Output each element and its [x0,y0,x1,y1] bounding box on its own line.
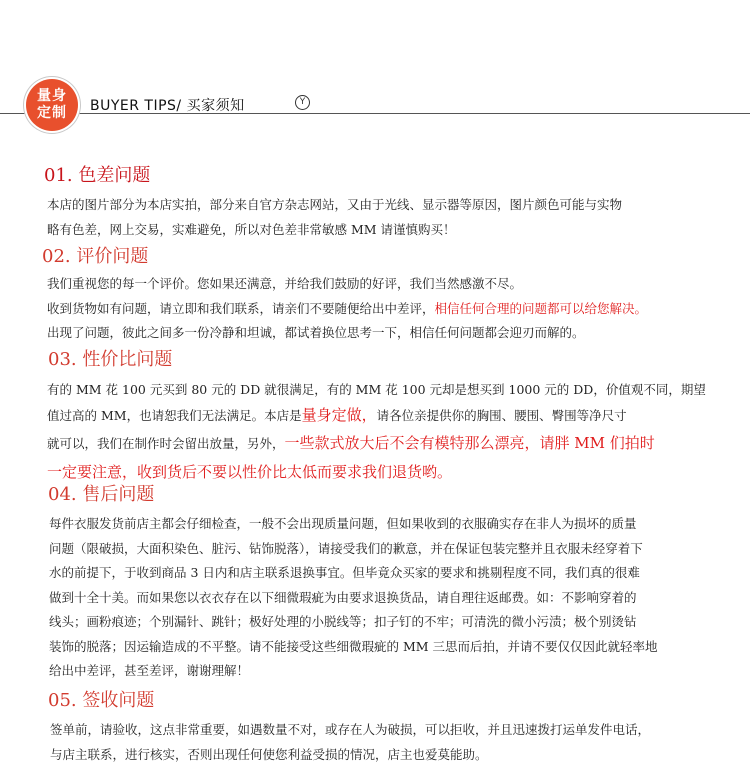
badge-text [26,88,78,122]
section-04-line: 装饰的脱落；因运输造成的不平整。请不能接受这些细微瑕疵的 MM 三思而后拍，并请不要仅仅因此就轻率地 [49,638,658,654]
section-04-line: 水的前提下，于收到商品 3 日内和店主联系退换事宜。但毕竟众买家的要求和挑剔程度不同，我们真的很难 [49,565,640,580]
section-05-line: 签单前，请验收，这点非常重要，如遇数量不对，或存在人为破损，可以拒收，并且迅速拨打运单发件电话， [50,722,651,737]
section-03-line: 有的 MM 花 100 元买到 80 元的 DD 就很满足，有的 MM 花 100 元却是想买到 1000 元的 DD，价值观不同，期望 [47,382,706,397]
section-04-text [49,512,729,684]
section-01-heading: 01. 色差问题 [44,165,151,186]
badge-line-1: 量身 [37,88,67,104]
section-02-line: 出现了问题，彼此之间多一份冷静和坦诚，都试着换位思考一下，相信任何问题都会迎刃而解的。 [47,325,585,340]
section-02-line: 我们重视您的每一个评价。您如果还满意，并给我们鼓励的好评，我们当然感激不尽。 [47,276,523,291]
section-05-line: 与店主联系，进行核实，否则出现任何使您利益受损的情况，店主也爱莫能助。 [50,746,488,762]
section-04-line: 每件衣服发货前店主都会仔细检查，一般不会出现质量问题，但如果收到的衣服确实存在非人为损坏的质量 [49,516,637,531]
section-04-line: 做到十全十美。而如果您以衣衣存在以下细微瑕疵为由要求退换货品，请自理往返邮费。如：不影响穿着的 [49,589,637,605]
custom-made-badge [26,79,78,131]
section-03-line [47,459,727,486]
section-01-line: 略有色差，网上交易，实难避免，所以对色差非常敏感 MM 请谨慎购买！ [47,221,456,237]
buyer-tips-header [0,0,750,130]
section-03-line2-text: 值过高的 MM，也请恕我们无法满足。本店是 [47,407,302,423]
section-04-line: 给出中差评，甚至差评，谢谢理解！ [49,663,250,678]
section-03-text [47,378,727,486]
section-01-text [47,193,727,242]
circled-y-icon: Y [295,95,310,110]
section-04-line: 问题（限破损，大面积染色、脏污、钻饰脱落），请接受我们的歉意，并在保证包装完整并且衣服未经穿着下 [49,540,643,556]
section-03-heading: 03. 性价比问题 [48,349,173,370]
section-03-line [47,403,727,429]
section-04-line: 线头；画粉痕迹；个别漏针、跳针；极好处理的小脱线等；扣子钉的不牢；可清洗的微小污渍；极个别烫钻 [49,614,637,629]
section-03-highlight-custom: 量身定做， [301,405,377,424]
buyer-tips-title: BUYER TIPS/ 买家须知 [90,98,245,114]
section-02-line2-text: 收到货物如有问题，请立即和我们联系，请亲们不要随便给出中差评， [47,300,435,316]
section-02-line [47,297,727,322]
section-05-text [50,718,730,767]
badge-line-2: 定制 [37,105,67,121]
section-03-highlight-warning: 一些款式放大后不会有模特那么漂亮，请胖 MM 们拍时 [284,434,655,452]
section-03-line2-rest: 请各位亲提供你的胸围、腰围、臀围等净尺寸 [376,407,627,423]
section-03-highlight-return: 一定要注意，收到货后不要以性价比太低而要求我们退货哟。 [47,463,453,481]
section-01-line: 本店的图片部分为本店实拍，部分来自官方杂志网站，又由于光线、显示器等原因，图片颜色可能与实物 [47,197,623,212]
section-02-heading: 02. 评价问题 [42,246,149,267]
section-03-line [47,428,727,459]
section-02-text [47,272,727,346]
section-02-highlight: 相信任何合理的问题都可以给您解决。 [434,300,648,316]
section-03-line3-text: 就可以，我们在制作时会留出放量，另外， [47,436,285,451]
section-05-heading: 05. 签收问题 [48,690,155,711]
section-04-heading: 04. 售后问题 [48,484,155,505]
